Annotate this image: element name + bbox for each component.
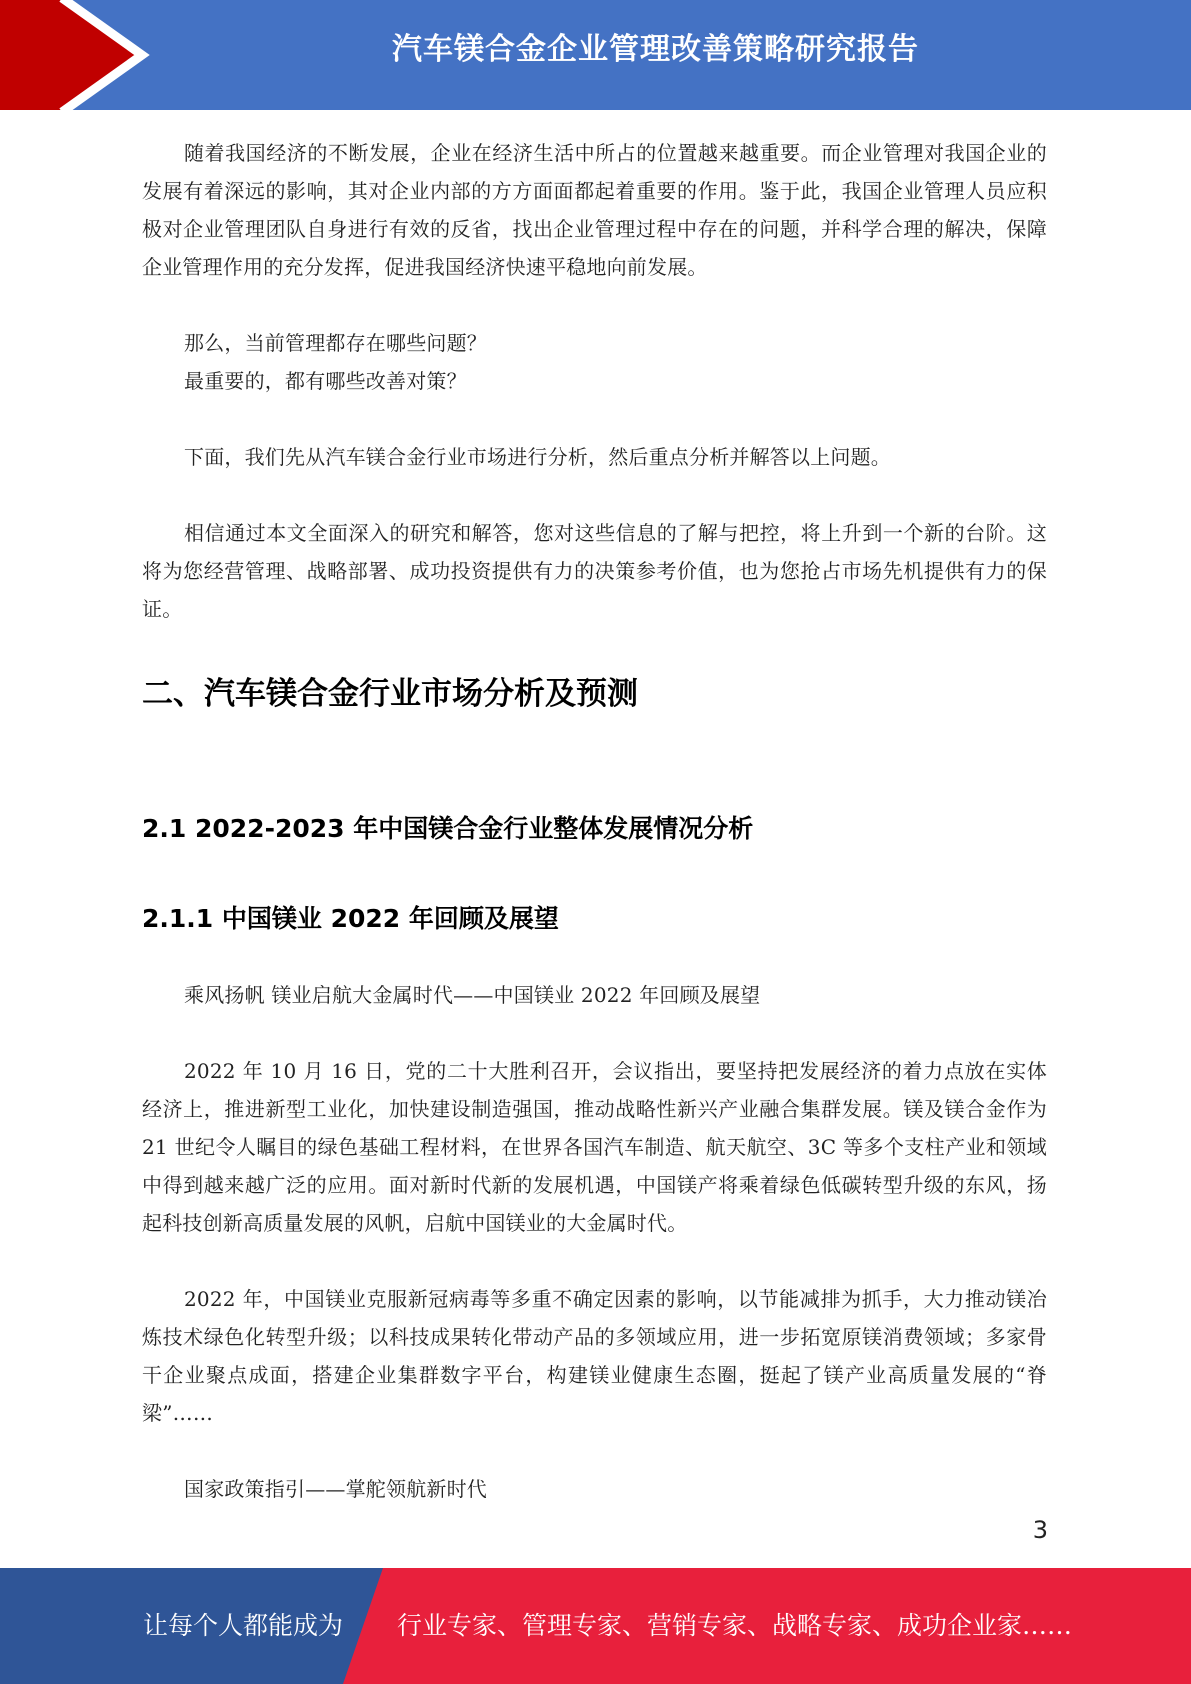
document-title: 汽车镁合金企业管理改善策略研究报告 [392, 32, 919, 67]
question-line-2: 最重要的，都有哪些改善对策？ [184, 369, 467, 393]
intro-paragraph: 随着我国经济的不断发展，企业在经济生活中所占的位置越来越重要。而企业管理对我国企业的发展有着深远的影响，其对企业内部的方方面面都起着重要的作用。鉴于此，我国企业管理人员应积极对企业管理团队自身进行有效的反省，找出企业管理过程中存在的问题，并科学合理的解决，保障企业管理作用的充分发挥，促进我国经济快速平稳地向前发展。 [142, 141, 1047, 279]
policy-line: 国家政策指引——掌舵领航新时代 [184, 1477, 487, 1501]
question-line-1: 那么，当前管理都存在哪些问题？ [184, 331, 487, 355]
congress-paragraph: 2022 年 10 月 16 日，党的二十大胜利召开，会议指出，要坚持把发展经济的着力点放在实体经济上，推进新型工业化，加快建设制造强国，推动战略性新兴产业融合集群发展。镁及镁合金作为 21 世纪令人瞩目的绿色基础工程材料，在世界各国汽车制造、航天航空、3C 等多个支柱产业和领域中得到越来越广泛的应用。面对新时代新的发展机遇，中国镁产将乘着绿色低碳转型升级的东风，扬起科技创新高质量发展的风帆，启航中国镁业的大金属时代。 [142, 1059, 1047, 1235]
subsection-heading: 2.1 2022-2023 年中国镁合金行业整体发展情况分析 [142, 814, 754, 843]
section-heading: 二、汽车镁合金行业市场分析及预测 [142, 676, 638, 712]
next-step-paragraph: 下面，我们先从汽车镁合金行业市场进行分析，然后重点分析并解答以上问题。 [184, 445, 891, 469]
belief-paragraph: 相信通过本文全面深入的研究和解答，您对这些信息的了解与把控，将上升到一个新的台阶。这将为您经营管理、战略部署、成功投资提供有力的决策参考价值，也为您抢占市场先机提供有力的保证。 [142, 521, 1047, 621]
page-footer-banner [0, 1568, 1191, 1684]
year-2022-paragraph: 2022 年，中国镁业克服新冠病毒等多重不确定因素的影响，以节能减排为抓手，大力推动镁冶炼技术绿色化转型升级；以科技成果转化带动产品的多领域应用，进一步拓宽原镁消费领域；多家骨干企业聚点成面，搭建企业集群数字平台，构建镁业健康生态圈，挺起了镁产业高质量发展的“脊梁”…… [142, 1287, 1047, 1425]
page-header-bar [0, 0, 1191, 110]
subsubsection-heading: 2.1.1 中国镁业 2022 年回顾及展望 [142, 904, 559, 933]
footer-slogan-left: 让每个人都能成为 [143, 1611, 344, 1640]
footer-slogan-right: 行业专家、管理专家、营销专家、战略专家、成功企业家…… [397, 1611, 1073, 1640]
document-body [142, 134, 1047, 1508]
page-number: 3 [1032, 1516, 1048, 1544]
header-chevron-icon [0, 0, 160, 110]
article-title-line: 乘风扬帆 镁业启航大金属时代——中国镁业 2022 年回顾及展望 [184, 983, 761, 1007]
